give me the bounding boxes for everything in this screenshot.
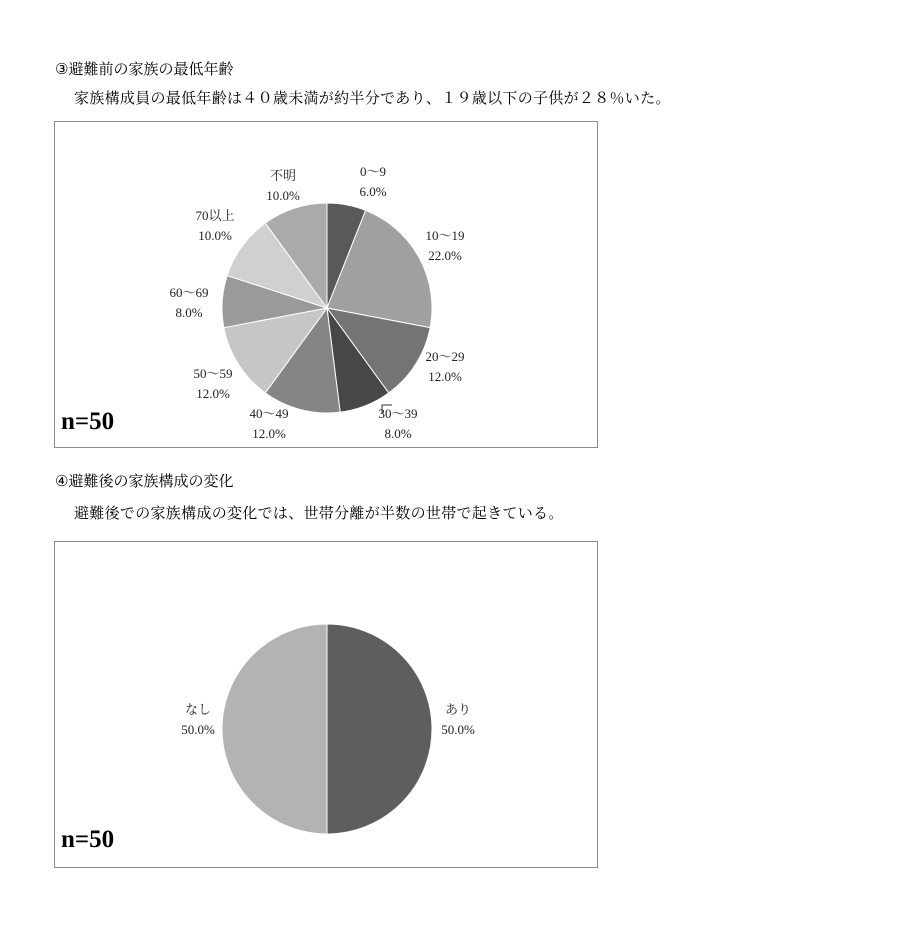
slice-label: 30～39	[378, 406, 418, 421]
slice-label: 50～59	[193, 366, 233, 381]
slice-percent-label: 12.0%	[428, 369, 462, 384]
sample-size-label: n=50	[61, 408, 115, 435]
slice-percent-label: 22.0%	[428, 248, 462, 263]
slice-percent-label: 50.0%	[181, 722, 215, 737]
pie-slice	[327, 624, 432, 834]
section4-description: 避難後での家族構成の変化では、世帯分離が半数の世帯で起きている。	[74, 504, 564, 522]
section4-heading: ④避難後の家族構成の変化	[55, 472, 234, 490]
age-pie-chart-box	[54, 121, 598, 448]
slice-label: 60～69	[169, 285, 209, 300]
slice-percent-label: 10.0%	[198, 228, 232, 243]
section3-heading: ③避難前の家族の最低年齢	[55, 60, 234, 78]
slice-label: 40～49	[249, 406, 289, 421]
family-change-pie-chart-box	[54, 541, 598, 868]
slice-label: あり	[444, 702, 472, 717]
slice-label: 20～29	[425, 349, 465, 364]
slice-percent-label: 12.0%	[252, 426, 286, 441]
sample-size-label: n=50	[61, 826, 115, 853]
family-change-pie-chart	[55, 542, 599, 869]
slice-percent-label: 50.0%	[441, 722, 475, 737]
slice-label: なし	[184, 702, 212, 717]
slice-percent-label: 8.0%	[175, 305, 203, 320]
slice-label: 70以上	[195, 208, 235, 223]
slice-percent-label: 6.0%	[359, 184, 387, 199]
slice-label: 0～9	[359, 164, 387, 179]
slice-label: 10～19	[425, 228, 465, 243]
slice-percent-label: 12.0%	[196, 386, 230, 401]
pie-slice	[222, 624, 327, 834]
age-pie-chart	[55, 122, 599, 449]
section3-description: 家族構成員の最低年齢は４０歳未満が約半分であり、１９歳以下の子供が２８％いた。	[74, 89, 671, 107]
slice-percent-label: 8.0%	[384, 426, 412, 441]
slice-label: 不明	[269, 168, 297, 183]
slice-percent-label: 10.0%	[266, 188, 300, 203]
